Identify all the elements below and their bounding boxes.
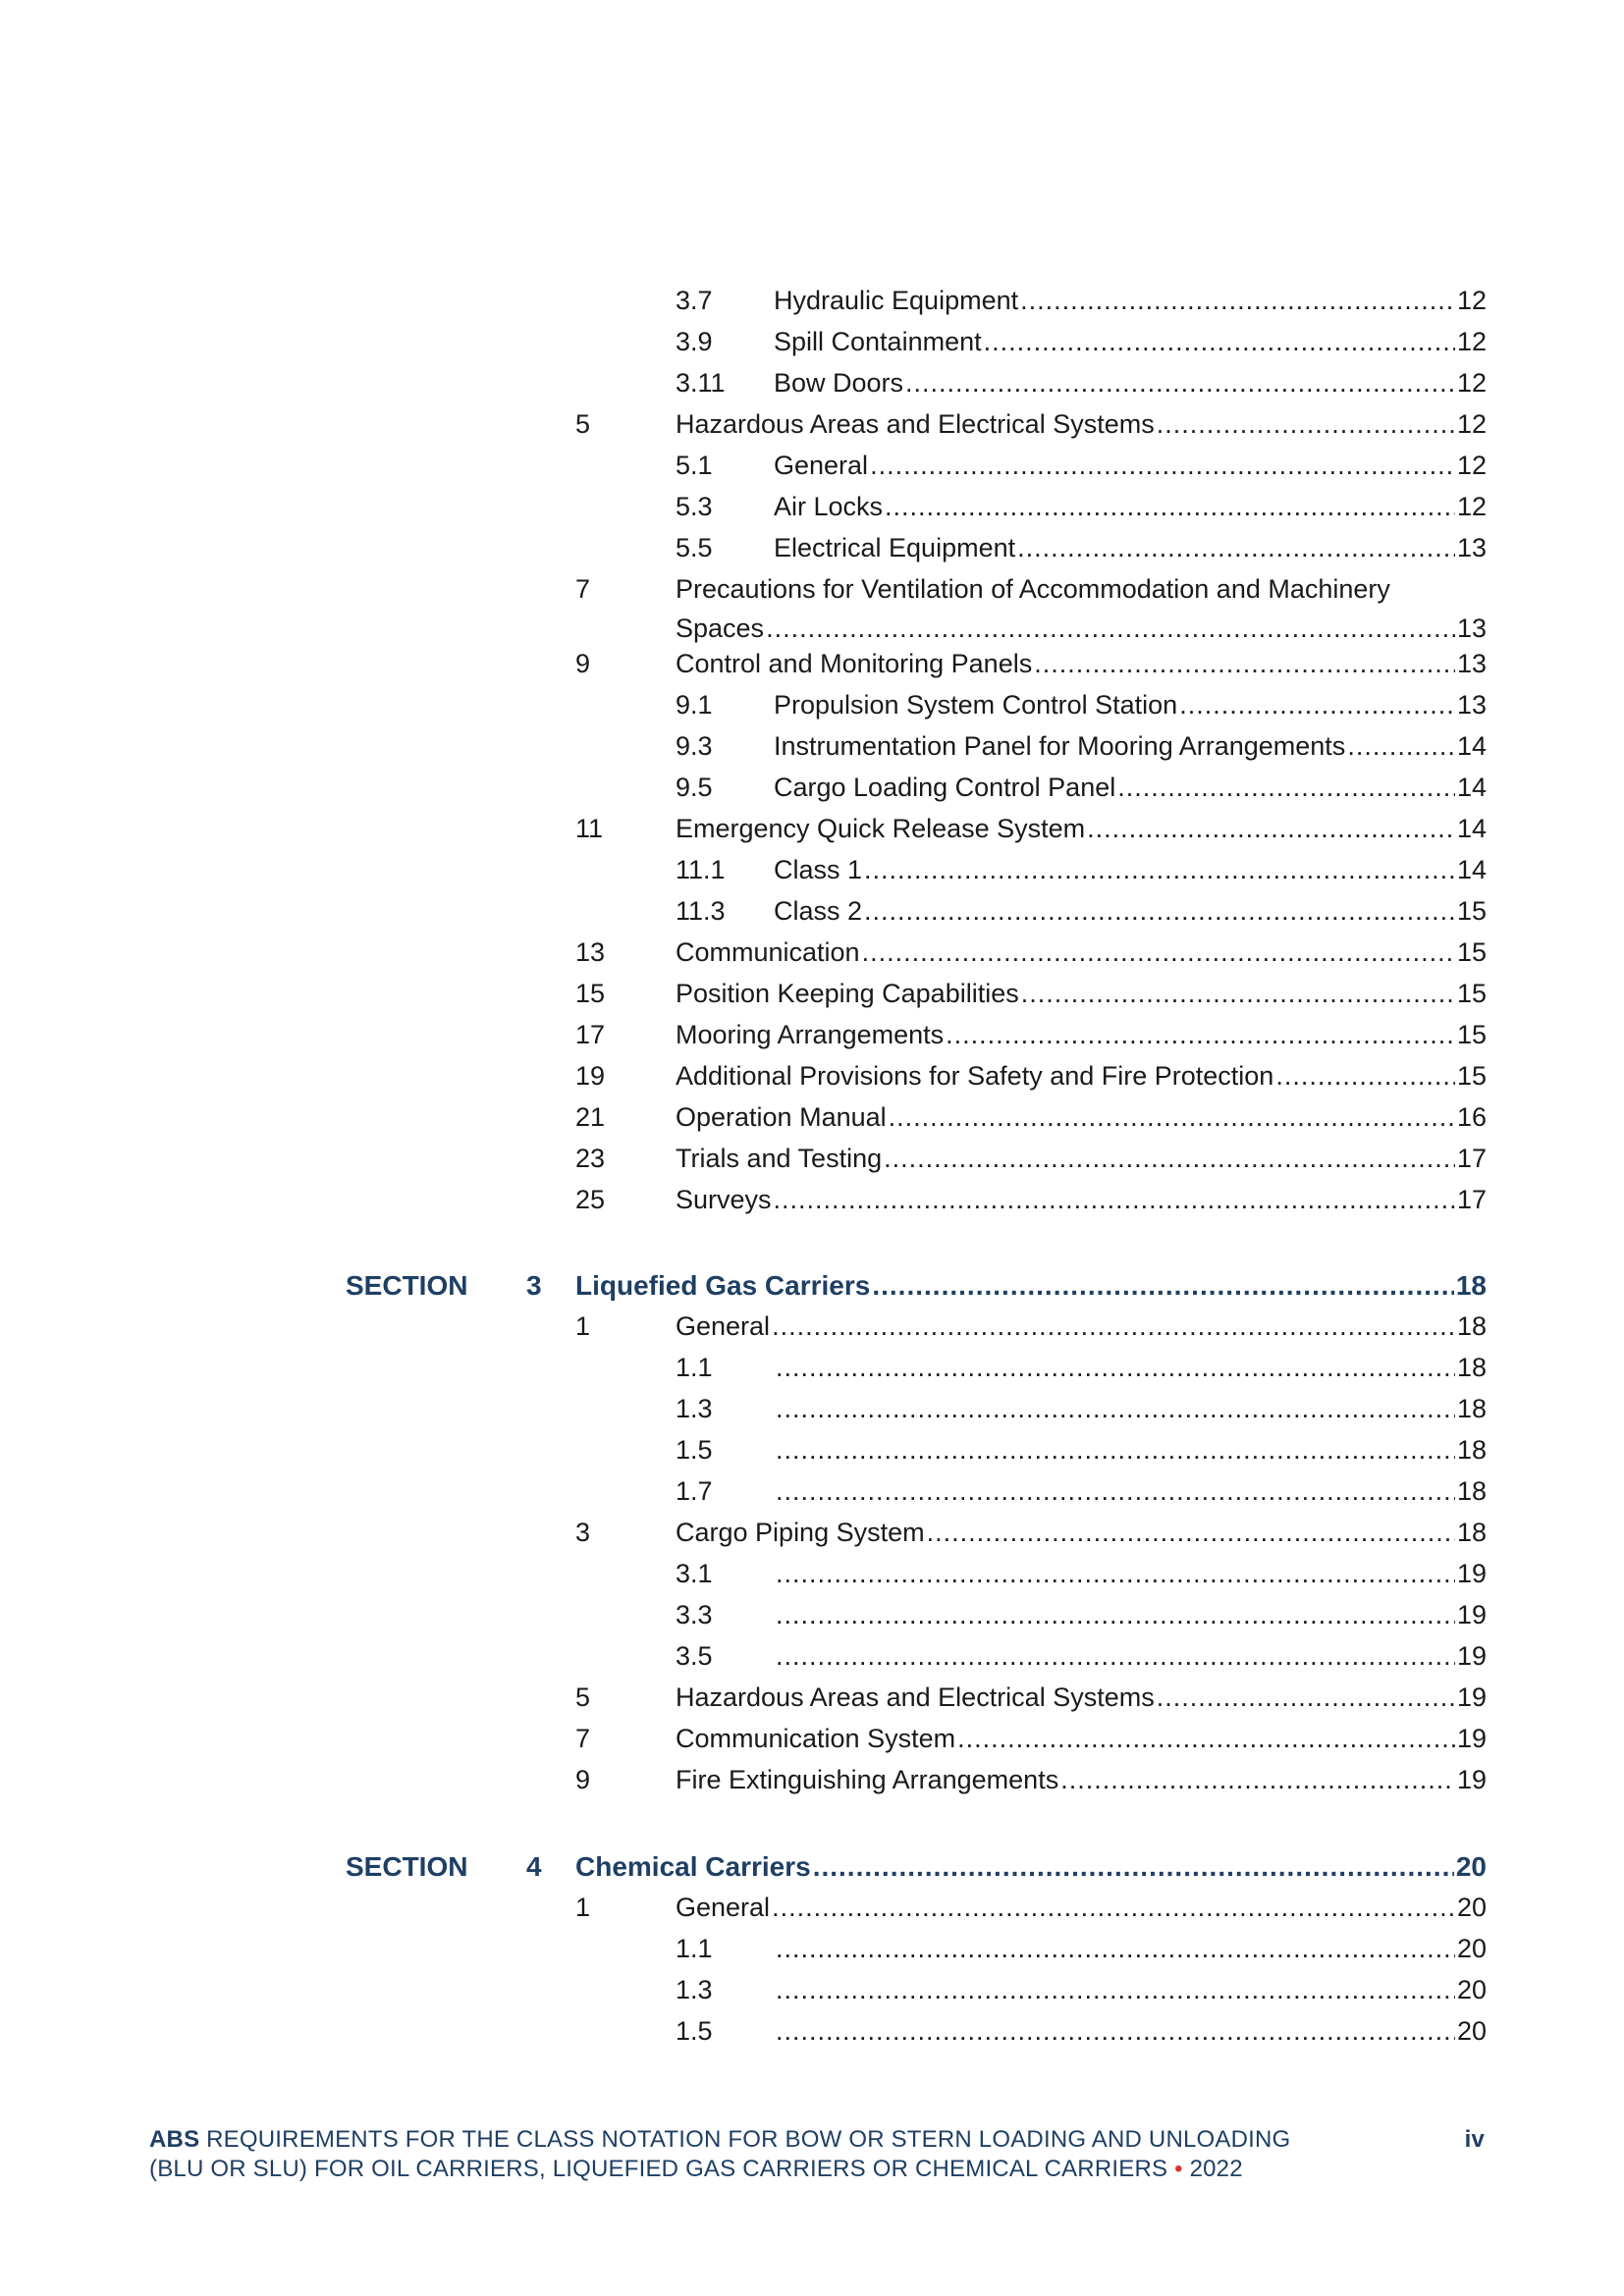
toc-entry-number: 21: [575, 1102, 606, 1132]
toc-entry-number: 9.3: [676, 731, 713, 761]
page-number: iv: [1464, 2126, 1485, 2153]
toc-entry-number: 9: [575, 649, 591, 678]
toc-entry-page: 15: [1456, 896, 1487, 926]
dot-leader: [776, 1430, 1455, 1469]
toc-entry-number: 17: [575, 1020, 606, 1049]
dot-leader: [766, 609, 1455, 648]
toc-entry-page: 14: [1456, 855, 1487, 884]
toc-entry[interactable]: [0, 644, 1624, 683]
toc-entry-page: 18: [1456, 1476, 1487, 1506]
toc-entry-page: 14: [1456, 773, 1487, 802]
dot-leader: [864, 850, 1455, 889]
toc-entry-page: 19: [1456, 1765, 1487, 1794]
footer-brand: ABS: [149, 2126, 200, 2153]
toc-entry-title: Propulsion System Control Station: [774, 690, 1178, 720]
toc-entry-number: 7: [575, 1724, 591, 1753]
toc-entry[interactable]: [0, 569, 1624, 648]
toc-entry[interactable]: [0, 487, 1624, 526]
toc-entry-number: 1.1: [676, 1353, 713, 1382]
dot-leader: [776, 2011, 1455, 2051]
toc-entry-number: 1.5: [676, 1435, 713, 1465]
dot-leader: [872, 1264, 1454, 1308]
footer-bullet: •: [1174, 2156, 1183, 2182]
toc-entry-title: Electrical Equipment: [774, 533, 1016, 562]
section-number: 3: [526, 1270, 542, 1301]
dot-leader: [1347, 726, 1455, 766]
toc-entry-number: 5: [575, 409, 591, 439]
section-title: Liquefied Gas Carriers: [575, 1270, 871, 1301]
toc-entry-page: 13: [1456, 690, 1487, 720]
toc-entry[interactable]: [0, 768, 1624, 807]
section-page: 18: [1455, 1270, 1487, 1301]
toc-entry[interactable]: [0, 404, 1624, 444]
toc-entry-page: 12: [1456, 409, 1487, 439]
section-title: Chemical Carriers: [575, 1851, 811, 1882]
dot-leader: [1017, 528, 1455, 567]
toc-entry-title: General: [774, 451, 869, 480]
dot-leader: [1021, 974, 1455, 1013]
dot-leader: [864, 891, 1455, 931]
dot-leader: [1117, 768, 1455, 807]
toc-entry-page: 15: [1456, 1020, 1487, 1049]
toc-entry-number: 3.7: [676, 286, 713, 315]
toc-entry-number: 11.3: [676, 896, 726, 926]
toc-entry-title: Control and Monitoring Panels: [676, 649, 1033, 678]
dot-leader: [1087, 809, 1455, 848]
toc-entry[interactable]: [0, 322, 1624, 361]
toc-entry-number: 5: [575, 1682, 591, 1712]
toc-entry-title: Hydraulic Equipment: [774, 286, 1019, 315]
toc-entry[interactable]: [0, 891, 1624, 931]
toc-entry-page: 13: [1456, 649, 1487, 678]
toc-entry[interactable]: [0, 1430, 1624, 1469]
toc-entry-title: Air Locks: [774, 492, 884, 521]
dot-leader: [870, 446, 1455, 485]
toc-entry-page: 14: [1456, 731, 1487, 761]
toc-entry-page: 18: [1456, 1394, 1487, 1423]
toc-entry[interactable]: [0, 1139, 1624, 1178]
toc-entry-page: 16: [1456, 1102, 1487, 1132]
toc-entry-page: 19: [1456, 1682, 1487, 1712]
dot-leader: [905, 363, 1455, 402]
dot-leader: [1034, 644, 1455, 683]
toc-entry-title: Cargo Piping System: [676, 1518, 925, 1547]
toc-entry[interactable]: [0, 281, 1624, 320]
toc-entry-number: 15: [575, 979, 606, 1008]
section-label: SECTION: [346, 1270, 468, 1301]
toc-entry[interactable]: [0, 1554, 1624, 1593]
dot-leader: [776, 1389, 1455, 1428]
toc-entry-title: Additional Provisions for Safety and Fire Protection: [676, 1061, 1274, 1091]
dot-leader: [772, 1888, 1455, 1927]
section-page: 20: [1455, 1851, 1487, 1882]
dot-leader: [957, 1719, 1455, 1758]
toc-entry-title: Fire Extinguishing Arrangements: [676, 1765, 1059, 1794]
toc-entry-page: 20: [1456, 1934, 1487, 1963]
dot-leader: [776, 1471, 1455, 1511]
dot-leader: [1179, 685, 1455, 724]
section-number: 4: [526, 1851, 542, 1882]
toc-entry[interactable]: [0, 1307, 1624, 1346]
toc-entry-number: 3.9: [676, 327, 713, 356]
toc-entry-page: 18: [1456, 1518, 1487, 1547]
toc-entry-title: Emergency Quick Release System: [676, 814, 1086, 843]
dot-leader: [862, 933, 1455, 972]
page-footer: [149, 2125, 1485, 2184]
toc-entry-number: 1: [575, 1311, 591, 1341]
toc-entry-page: 18: [1456, 1311, 1487, 1341]
toc-entry-title: Cargo Loading Control Panel: [774, 773, 1116, 802]
toc-entry-title: Trials and Testing: [676, 1144, 883, 1173]
dot-leader: [774, 1180, 1455, 1219]
dot-leader: [946, 1015, 1455, 1054]
toc-entry-title: General: [676, 1893, 771, 1922]
toc-entry[interactable]: [0, 1888, 1624, 1927]
toc-entry-number: 3.11: [676, 368, 726, 398]
dot-leader: [1157, 404, 1455, 444]
toc-entry-title: Position Keeping Capabilities: [676, 979, 1019, 1008]
toc-entry-page: 15: [1456, 937, 1487, 967]
dot-leader: [1275, 1056, 1455, 1095]
toc-entry-title-line1: Precautions for Ventilation of Accommodation and Machinery: [676, 574, 1390, 604]
toc-entry-title: Spill Containment: [774, 327, 982, 356]
toc-entry-page: 12: [1456, 451, 1487, 480]
toc-entry-number: 9.5: [676, 773, 713, 802]
toc-entry-number: 9.1: [676, 690, 713, 720]
toc-entry-number: 11: [575, 814, 604, 843]
toc-entry-title: Mooring Arrangements: [676, 1020, 945, 1049]
toc-entry-number: 5.1: [676, 451, 713, 480]
footer-line1: [149, 2125, 1485, 2155]
toc-entry[interactable]: [0, 1595, 1624, 1634]
toc-entry[interactable]: [0, 685, 1624, 724]
toc-entry-title: Bow Doors: [774, 368, 904, 398]
dot-leader: [1020, 281, 1455, 320]
toc-entry-page: 12: [1456, 368, 1487, 398]
toc-entry-number: 3.1: [676, 1559, 713, 1588]
footer-title-part2: (BLU OR SLU) FOR OIL CARRIERS, LIQUEFIED GAS CARRIERS OR CHEMICAL CARRIERS: [149, 2156, 1168, 2182]
dot-leader: [884, 1139, 1455, 1178]
toc-entry-page: 13: [1456, 533, 1487, 562]
toc-entry-number: 1.3: [676, 1394, 713, 1423]
dot-leader: [984, 322, 1455, 361]
toc-entry-page: 14: [1456, 814, 1487, 843]
toc-entry-page: 17: [1456, 1144, 1487, 1173]
toc-entry-page: 12: [1456, 492, 1487, 521]
dot-leader: [885, 487, 1455, 526]
section-label: SECTION: [346, 1851, 468, 1882]
toc-entry[interactable]: [0, 809, 1624, 848]
dot-leader: [776, 1554, 1455, 1593]
toc-entry-number: 11.1: [676, 855, 726, 884]
toc-entry[interactable]: [0, 933, 1624, 972]
toc-entry[interactable]: [0, 1097, 1624, 1137]
toc-entry[interactable]: [0, 1929, 1624, 1968]
toc-entry[interactable]: [0, 1513, 1624, 1552]
toc-entry[interactable]: [0, 974, 1624, 1013]
toc-entry[interactable]: [0, 1056, 1624, 1095]
toc-entry-page: 15: [1456, 1061, 1487, 1091]
toc-entry-page: 19: [1456, 1724, 1487, 1753]
toc-entry-number: 1.3: [676, 1975, 713, 2004]
toc-entry-title: Instrumentation Panel for Mooring Arrangements: [774, 731, 1346, 761]
toc-entry-title: Class 1: [774, 855, 863, 884]
toc-entry[interactable]: [0, 1348, 1624, 1387]
toc-entry-page: 12: [1456, 286, 1487, 315]
toc-entry-page: 20: [1456, 1893, 1487, 1922]
toc-entry[interactable]: [0, 726, 1624, 766]
toc-entry-number: 25: [575, 1185, 606, 1214]
dot-leader: [1157, 1678, 1455, 1717]
toc-entry[interactable]: [0, 1015, 1624, 1054]
toc-entry-title: Operation Manual: [676, 1102, 887, 1132]
toc-entry-page: 19: [1456, 1600, 1487, 1629]
toc-section-heading[interactable]: [0, 1845, 1624, 1889]
toc-entry[interactable]: [0, 1636, 1624, 1676]
toc-entry-title: Surveys: [676, 1185, 772, 1214]
toc-entry-title: General: [676, 1311, 771, 1341]
toc-entry[interactable]: [0, 363, 1624, 402]
toc-entry-page: 20: [1456, 2016, 1487, 2046]
dot-leader: [813, 1845, 1454, 1889]
toc-entry[interactable]: [0, 1678, 1624, 1717]
toc-entry-title: Communication System: [676, 1724, 956, 1753]
toc-entry[interactable]: [0, 1719, 1624, 1758]
toc-entry-number: 5.5: [676, 533, 713, 562]
toc-entry-number: 3.5: [676, 1641, 713, 1671]
toc-entry-number: 13: [575, 937, 606, 967]
dot-leader: [927, 1513, 1455, 1552]
dot-leader: [772, 1307, 1455, 1346]
toc-entry-number: 9: [575, 1765, 591, 1794]
toc-entry-title: Communication: [676, 937, 860, 967]
toc-entry-number: 1: [575, 1893, 591, 1922]
toc-entry-page: 18: [1456, 1353, 1487, 1382]
dot-leader: [776, 1929, 1455, 1968]
toc-entry[interactable]: [0, 1970, 1624, 2009]
toc-entry-number: 3: [575, 1518, 591, 1547]
toc-entry-page: 15: [1456, 979, 1487, 1008]
toc-entry[interactable]: [0, 2011, 1624, 2051]
dot-leader: [776, 1595, 1455, 1634]
toc-entry-page: 19: [1456, 1559, 1487, 1588]
toc-entry-number: 1.5: [676, 2016, 713, 2046]
toc-entry-title: Hazardous Areas and Electrical Systems: [676, 1682, 1155, 1712]
dot-leader: [889, 1097, 1455, 1137]
toc-entry-number: 19: [575, 1061, 606, 1091]
toc-entry-number: 1.1: [676, 1934, 713, 1963]
dot-leader: [776, 1348, 1455, 1387]
toc-entry-page: 12: [1456, 327, 1487, 356]
footer-year: 2022: [1189, 2156, 1243, 2182]
toc-entry-page: 19: [1456, 1641, 1487, 1671]
toc-entry-title: Spaces: [676, 614, 765, 643]
toc-entry-page: 17: [1456, 1185, 1487, 1214]
footer-title-part1: REQUIREMENTS FOR THE CLASS NOTATION FOR BOW OR STERN LOADING AND UNLOADING: [199, 2126, 1291, 2153]
toc-entry-page: 18: [1456, 1435, 1487, 1465]
toc-entry[interactable]: [0, 850, 1624, 889]
dot-leader: [776, 1970, 1455, 2009]
toc-entry[interactable]: [0, 1389, 1624, 1428]
dot-leader: [1060, 1760, 1455, 1799]
toc-entry-number: 3.3: [676, 1600, 713, 1629]
footer-line2: [149, 2155, 1485, 2184]
toc-entry-number: 1.7: [676, 1476, 713, 1506]
toc-entry[interactable]: [0, 1471, 1624, 1511]
toc-entry-number: 5.3: [676, 492, 713, 521]
toc-entry-page: 20: [1456, 1975, 1487, 2004]
dot-leader: [776, 1636, 1455, 1676]
toc-entry-title: Hazardous Areas and Electrical Systems: [676, 409, 1155, 439]
toc-entry[interactable]: [0, 446, 1624, 485]
toc-section-heading[interactable]: [0, 1264, 1624, 1308]
toc-entry-number: 7: [575, 574, 591, 604]
toc-entry-title: Class 2: [774, 896, 863, 926]
toc-entry[interactable]: [0, 1760, 1624, 1799]
toc-entry-number: 23: [575, 1144, 606, 1173]
toc-entry[interactable]: [0, 528, 1624, 567]
toc-entry-page: 13: [1456, 614, 1487, 643]
toc-entry[interactable]: [0, 1180, 1624, 1219]
